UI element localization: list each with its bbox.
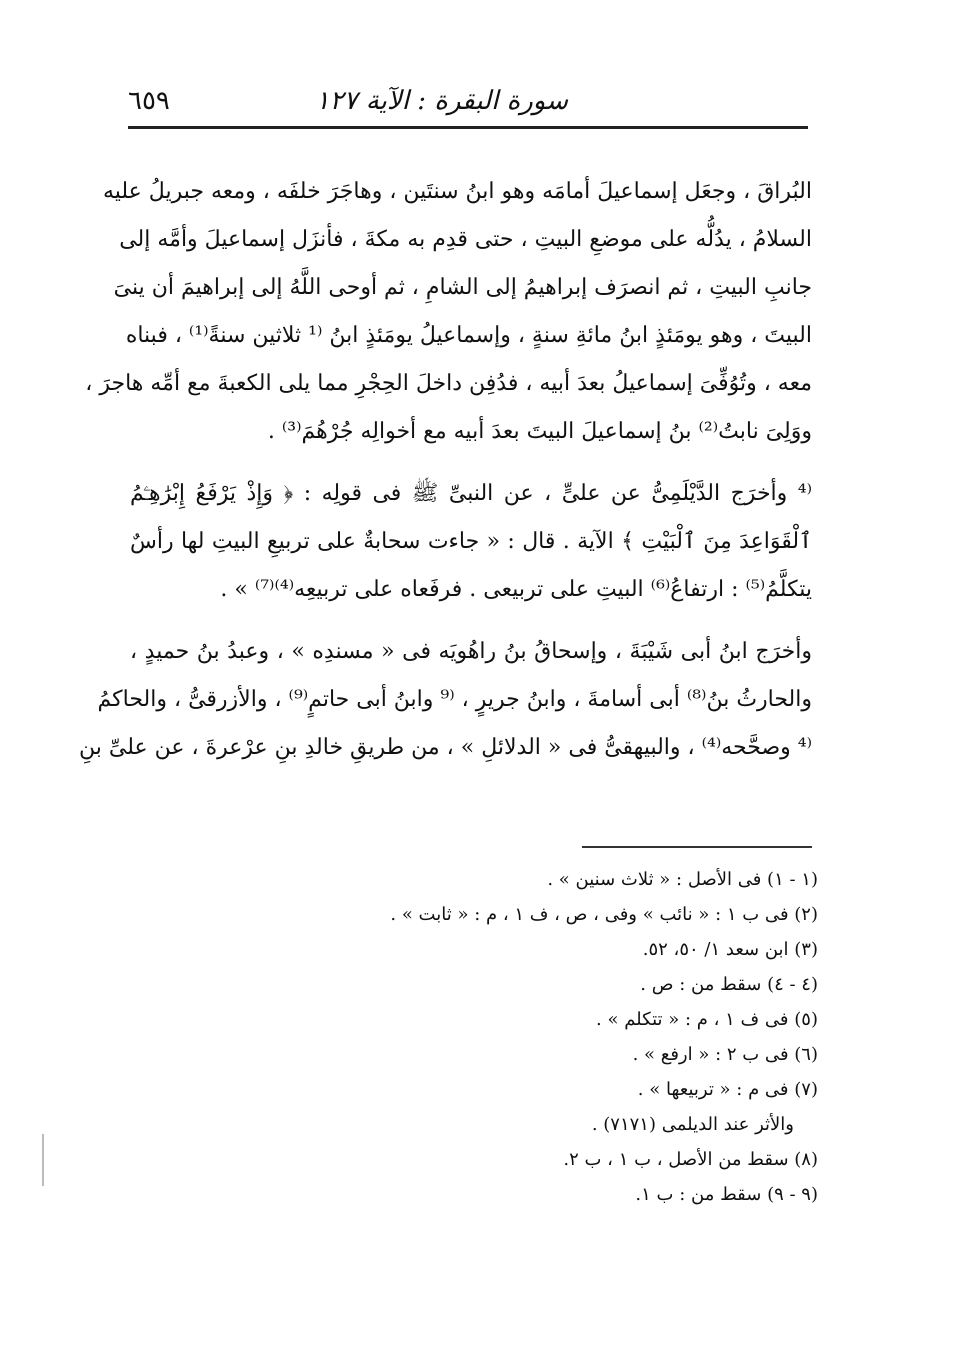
text-line: ووَلِىَ نابتُ⁽²⁾ بنُ إسماعيلَ البيتَ بعدَ أبيه مع أخوالِه جُرْهُمَ⁽³⁾ . [267, 419, 812, 444]
text-line: يتكلَّمُ⁽⁵⁾ : ارتفاعُ⁽⁶⁾ البيتِ على تربيعى . فرفَعاه على تربيعِه⁽⁴⁾⁽⁷⁾ » . [220, 577, 812, 602]
page-number: ٦٥٩ [128, 86, 170, 116]
header-divider [128, 126, 808, 129]
header-title: سورة البقرة : الآية ١٢٧ [315, 86, 568, 116]
footnote-divider [582, 846, 812, 848]
footnote: (٦) فى ب ٢ : « ارفع » . [632, 1044, 818, 1065]
text-line: معه ، وتُوُفِّىَ إسماعيلُ بعدَ أبيه ، فدُفِن داخلَ الحِجْرِ مما يلى الكعبةَ مع أمِّه هاجرَ ، [85, 371, 812, 396]
footnote: (٥) فى ف ١ ، م : « تتكلم » . [596, 1009, 818, 1030]
footnote: (٤ - ٤) سقط من : ص . [640, 974, 818, 995]
footnote: (٧) فى م : « تربيعها » . [637, 1079, 818, 1100]
footnote: والأثر عند الديلمى (٧١٧١) . [591, 1114, 794, 1135]
text-line: ⁽⁴ وأخرَج الدَّيْلَمِىُّ عن علىٍّ ، عن النبىِّ ﷺ فى قولِه : ﴿ وَإِذْ يَرْفَعُ إِبْرَٰهِـۧمُ [130, 481, 812, 506]
paragraph-1 [85, 168, 812, 456]
text-line: جانبِ البيتِ ، ثم انصرَف إبراهيمُ إلى الشامِ ، ثم أوحى اللَّهُ إلى إبراهيمَ أن ينىَ [113, 275, 812, 300]
text-line: السلامُ ، يدُلُّه على موضعِ البيتِ ، حتى قدِم به مكةَ ، فأنزَل إسماعيلَ وأمَّه إلى [119, 227, 812, 252]
paragraph-3 [79, 628, 812, 772]
text-line: البيتَ ، وهو يومَئذٍ ابنُ مائةِ سنةٍ ، وإسماعيلُ يومَئذٍ ابنُ ⁽¹ ثلاثين سنةً⁽¹⁾ ، فبناه [125, 323, 812, 348]
footnote: (٣) ابن سعد ١/ ٥٠، ٥٢. [642, 939, 818, 960]
footnote: (٢) فى ب ١ : « نائب » وفى ، ص ، ف ١ ، م : « ثابت » . [390, 904, 818, 925]
text-line: وأخرَج ابنُ أبى شَيْبَةَ ، وإسحاقُ بنُ راهُويَه فى « مسندِه » ، وعبدُ بنُ حميدٍ ، [130, 639, 812, 664]
scan-margin-mark [42, 1134, 44, 1186]
text-line: ⁽⁴ وصحَّحه⁽⁴⁾ ، والبيهقىُّ فى « الدلائلِ » ، من طريقِ خالدِ بنِ عرْعرةَ ، عن علىِّ بنِ [79, 735, 812, 760]
text-line: ٱلْقَوَاعِدَ مِنَ ٱلْبَيْتِ ﴾ الآية . قال : « جاءت سحابةٌ على تربيعِ البيتِ لها رأسٌ [130, 529, 812, 554]
text-line: والحارثُ بنُ⁽⁸⁾ أبى أسامةَ ، وابنُ جريرٍ ، ⁽⁹ وابنُ أبى حاتمٍ⁽⁹⁾ ، والأزرقىُّ ، والحاكمُ [97, 687, 812, 712]
paragraph-2 [130, 470, 812, 614]
footnote: (٨) سقط من الأصل ، ب ١ ، ب ٢. [563, 1149, 818, 1170]
running-header [128, 80, 808, 124]
footnote: (١ - ١) فى الأصل : « ثلاث سنين » . [547, 869, 818, 890]
main-text [79, 168, 812, 786]
text-line: البُراقَ ، وجعَل إسماعيلَ أمامَه وهو ابنُ سنتَين ، وهاجَرَ خلفَه ، ومعه جبريلُ عليه [102, 179, 812, 204]
footnotes [158, 862, 818, 1212]
footnote: (٩ - ٩) سقط من : ب ١. [635, 1184, 818, 1205]
